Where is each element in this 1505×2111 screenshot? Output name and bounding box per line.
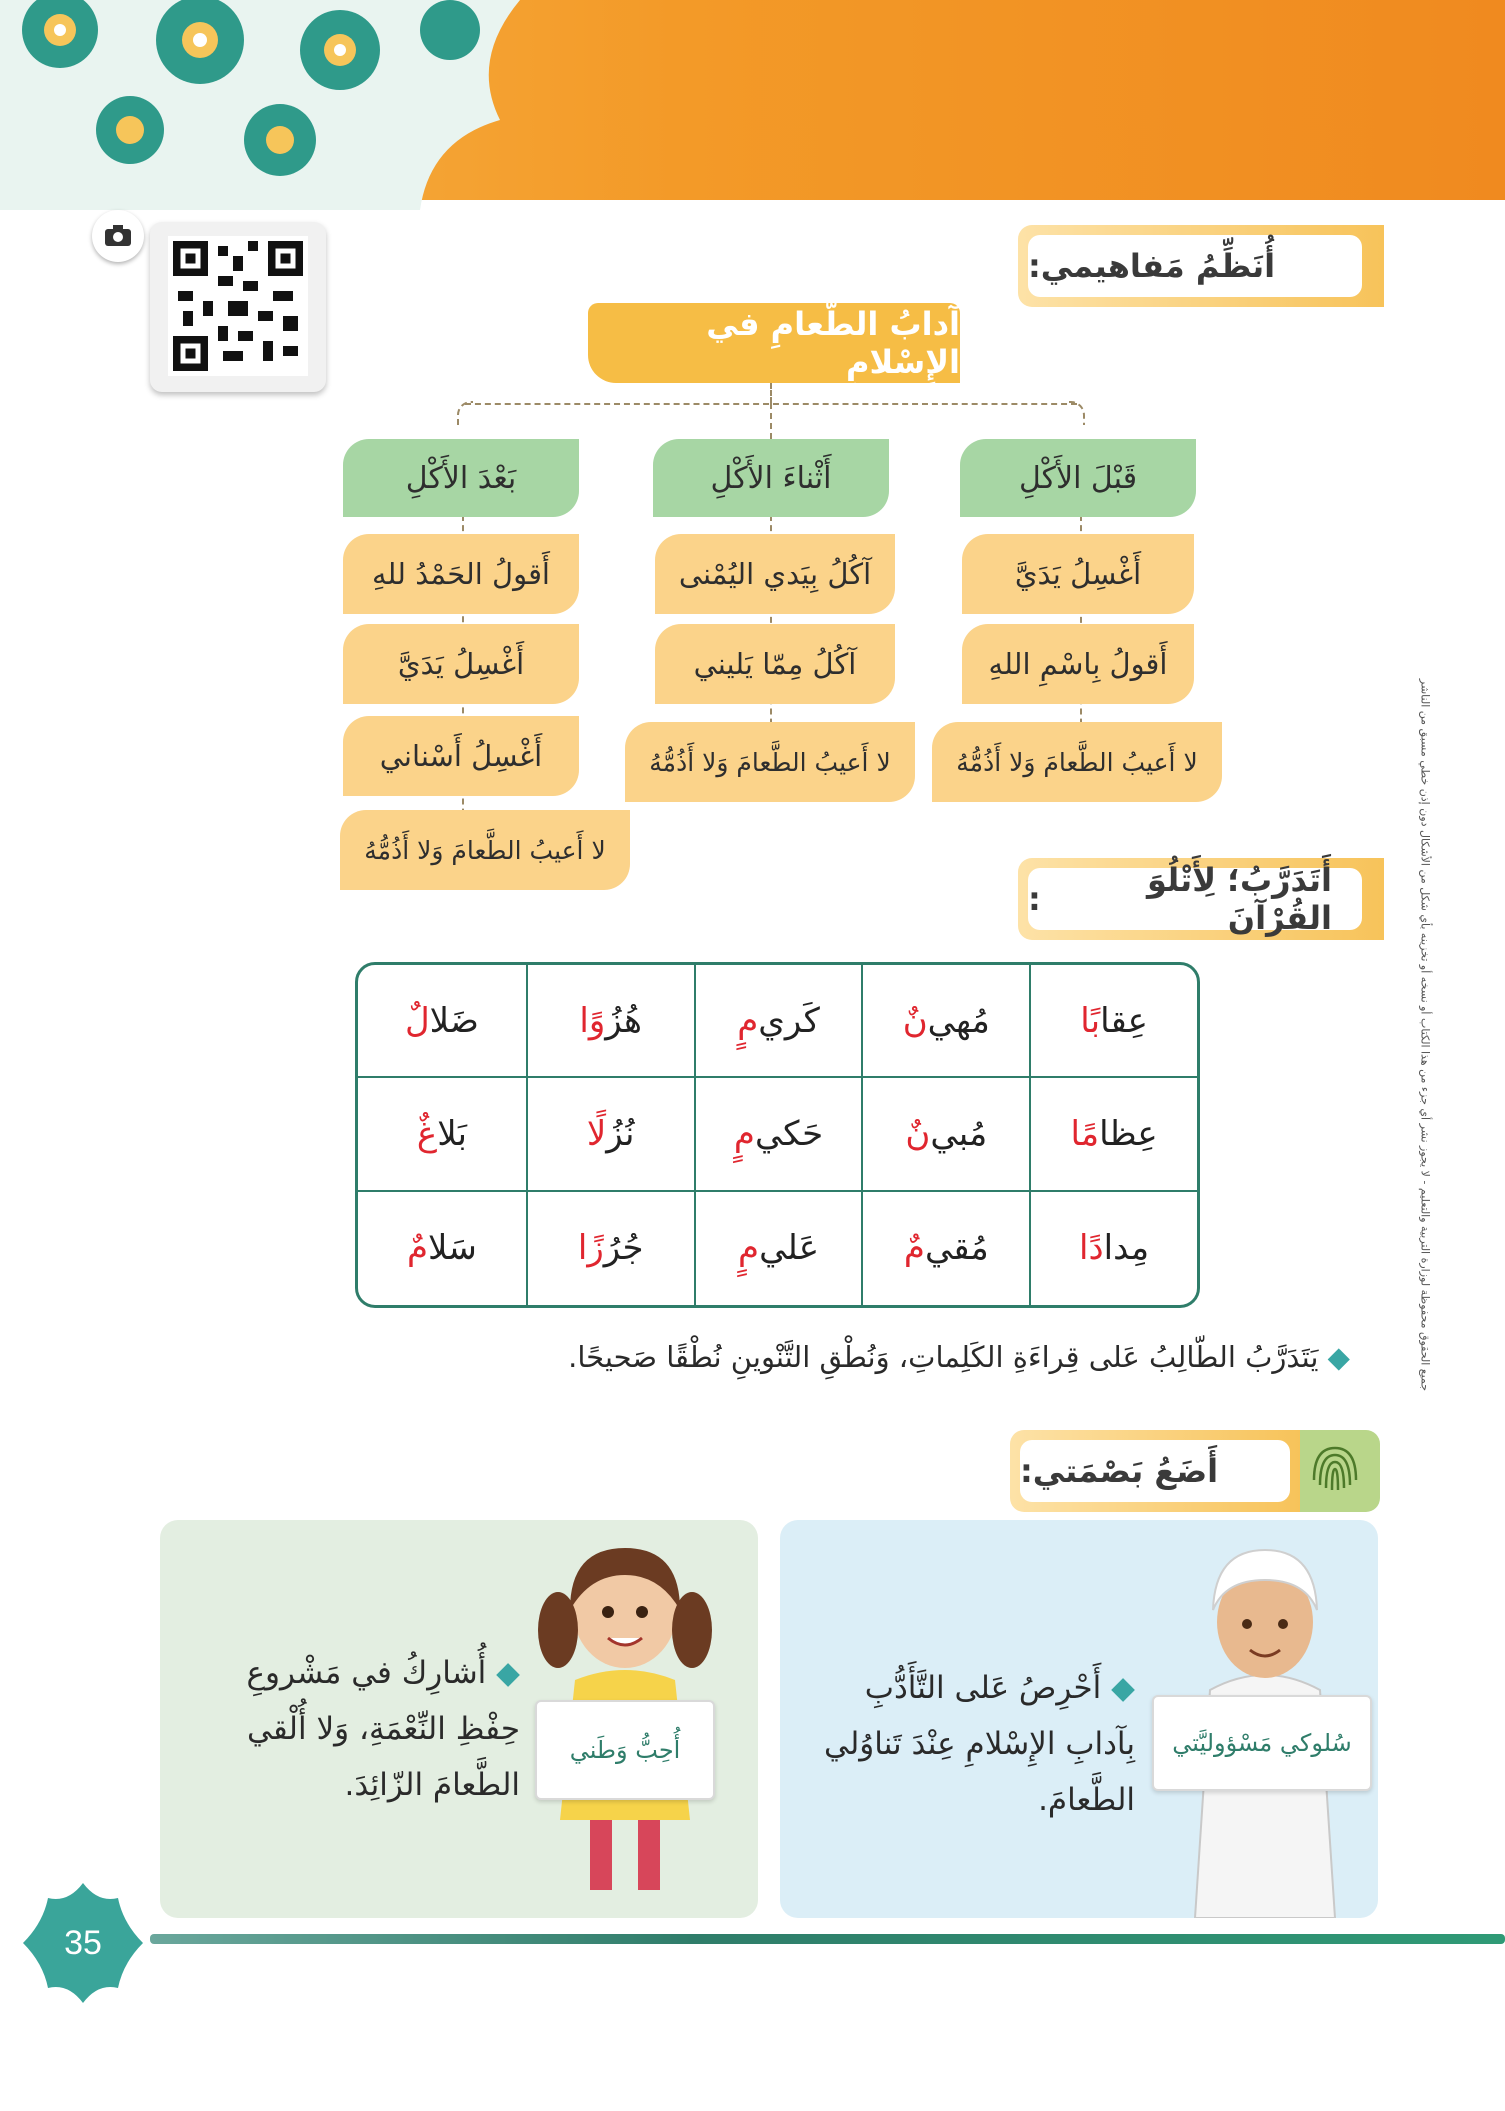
islamic-ornament [0,0,560,210]
before-item-2: أَقولُ بِاسْمِ اللهِ [962,624,1194,704]
table-cell: هُزُ وًا [526,965,694,1078]
imprint-colon: : [1020,1452,1033,1490]
header-after-eating: بَعْدَ الأَكْلِ [343,439,579,517]
homeland-card [160,1520,758,1918]
concept-map-title: آدابُ الطَّعامِ في الإِسْلامِ [588,303,960,383]
organize-concepts-colon: : [1028,247,1041,285]
word-table [355,962,1200,1308]
table-cell: جُرُ زًا [526,1192,694,1305]
imprint-title: أَضَعُ بَصْمَتي [1032,1452,1219,1490]
table-cell: نُزُ لًا [526,1078,694,1191]
fingerprint-icon [1290,1430,1380,1512]
header-during-eating: أَثْناءَ الأَكْلِ [653,439,889,517]
before-item-1: أَغْسِلُ يَدَيَّ [962,534,1194,614]
after-item-3: أَغْسِلُ أَسْناني [343,716,579,796]
copyright-side-note: جميع الحقوق محفوظة لوزارة التربية والتعليم - لا يجوز نشر أي جزء من هذا الكتاب أو نسخه أو تخزينه بأي شكل من الأشكال دون إذن خطي مسبق من الناشر [1418,678,1432,1392]
responsibility-card [780,1520,1378,1918]
practice-title: أَتَدَرَّبُ؛ لِأَتْلُوَ القُرْآنَ [1147,861,1332,937]
teacher-instruction: ◆ يَتَدَرَّبُ الطّالِبُ عَلى قِراءَةِ الكَلِماتِ، وَنُطْقِ التَّنْوينِ نُطْقًا صَحيحًا. [568,1340,1350,1374]
footer-line [150,1934,1505,1944]
qr-code[interactable] [168,236,308,376]
map-connector [1069,401,1085,425]
organize-concepts-title: أُنَظِّمُ مَفاهيمي [1040,247,1276,285]
table-cell: ضَلا لٌ [358,965,526,1078]
map-connector [770,383,772,403]
after-item-2: أَغْسِلُ يَدَيَّ [343,624,579,704]
bullet-icon: ◆ [1101,1670,1135,1706]
practice-header [1018,858,1384,940]
table-cell: عِظا مًا [1029,1078,1197,1191]
map-connector [457,401,473,425]
fingerprint-tab [1290,1430,1380,1512]
during-item-2: آكُلُ مِمّا يَليني [655,624,895,704]
page-number: 35 [64,1923,102,1962]
table-cell: مُبي نٌ [861,1078,1029,1191]
bullet-icon: ◆ [1318,1340,1350,1374]
during-item-1: آكُلُ بِيَدي اليُمْنى [655,534,895,614]
table-cell: مُهي نٌ [861,965,1029,1078]
homeland-sign: أُحِبُّ وَطَني [535,1700,715,1800]
responsibility-text: ◆ أَحْرِصُ عَلى التَّأَدُّبِ بِآدابِ الإِسْلامِ عِنْدَ تَناوُلي الطَّعامَ. [824,1670,1135,1818]
homeland-text: ◆ أُشارِكُ في مَشْروعِ حِفْظِ النِّعْمَةِ، وَلا أُلْقي الطَّعامَ الزّائِدَ. [246,1655,520,1803]
before-item-3: لا أَعيبُ الطَّعامَ وَلا أَذُمُّهُ [932,722,1222,802]
during-item-3: لا أَعيبُ الطَّعامَ وَلا أَذُمُّهُ [625,722,915,802]
table-cell: كَري مٍ [694,965,862,1078]
qr-card[interactable] [150,222,326,392]
practice-colon: : [1028,880,1041,918]
header-before-eating: قَبْلَ الأَكْلِ [960,439,1196,517]
table-cell: عَلي مٍ [694,1192,862,1305]
after-item-1: أَقولُ الحَمْدُ للهِ [343,534,579,614]
responsibility-sign: سُلوكي مَسْؤوليَّتي [1152,1695,1372,1791]
table-cell: عِقا بًا [1029,965,1197,1078]
organize-concepts-header [1018,225,1384,307]
bullet-icon: ◆ [486,1655,520,1691]
imprint-header [1010,1430,1300,1512]
table-cell: بَلا غٌ [358,1078,526,1191]
after-item-4: لا أَعيبُ الطَّعامَ وَلا أَذُمُّهُ [340,810,630,890]
map-connector [770,403,772,439]
table-cell: مِدا دًا [1029,1192,1197,1305]
table-cell: سَلا مٌ [406,1228,477,1269]
table-cell: مُقي مٌ [861,1192,1029,1305]
camera-icon[interactable] [92,210,144,262]
table-cell: حَكي مٍ [694,1078,862,1191]
